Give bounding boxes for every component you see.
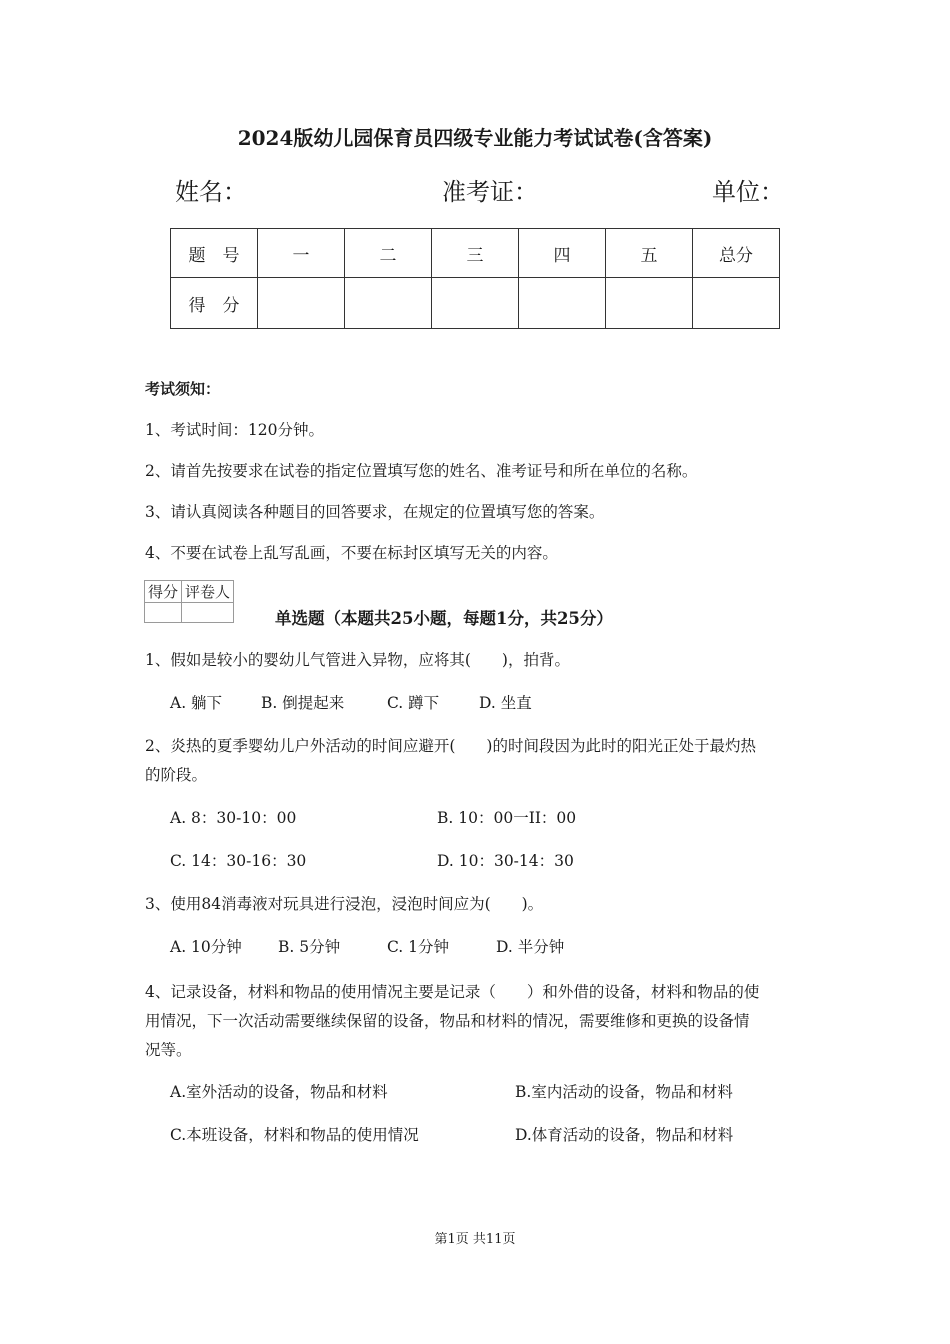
name-field-label: 姓名： xyxy=(175,178,247,206)
notice-heading: 考试须知： xyxy=(145,380,221,398)
q1-option-a: A. 躺下 xyxy=(170,694,223,712)
page-footer: 第1页 共11页 xyxy=(434,1232,516,1247)
notice-item: 3、请认真阅读各种题目的回答要求，在规定的位置填写您的答案。 xyxy=(145,503,605,521)
grader-box xyxy=(144,580,234,623)
q4-option-c: C.本班设备，材料和物品的使用情况 xyxy=(170,1126,419,1144)
score-cell xyxy=(432,278,519,329)
q3-option-a: A. 10分钟 xyxy=(170,938,242,956)
score-table-header-row xyxy=(171,229,780,278)
question-2-text: 2、炎热的夏季婴幼儿户外活动的时间应避开( )的时间段因为此时的阳光正处于最灼热 xyxy=(145,737,756,755)
notice-item: 2、请首先按要求在试卷的指定位置填写您的姓名、准考证号和所在单位的名称。 xyxy=(145,462,698,480)
q1-option-d: D. 坐直 xyxy=(479,694,532,712)
score-cell xyxy=(345,278,432,329)
q2-option-c: C. 14：30-16：30 xyxy=(170,852,307,870)
score-header-total: 总分 xyxy=(693,229,780,278)
document-title: 2024版幼儿园保育员四级专业能力考试试卷(含答案) xyxy=(237,126,713,150)
notice-item: 1、考试时间：120分钟。 xyxy=(145,421,324,439)
notice-item: 4、不要在试卷上乱写乱画，不要在标封区填写无关的内容。 xyxy=(145,544,558,562)
question-3-text: 3、使用84消毒液对玩具进行浸泡，浸泡时间应为( )。 xyxy=(145,895,544,913)
q2-option-b: B. 10：00一II：00 xyxy=(437,809,577,827)
q1-option-c: C. 蹲下 xyxy=(387,694,440,712)
score-cell xyxy=(258,278,345,329)
section-heading: 单选题（本题共25小题，每题1分，共25分） xyxy=(275,609,613,628)
score-header-2: 二 xyxy=(345,229,432,278)
q1-option-b: B. 倒提起来 xyxy=(261,694,345,712)
question-2-text-cont: 的阶段。 xyxy=(145,766,208,784)
score-cell xyxy=(519,278,606,329)
score-header-1: 一 xyxy=(258,229,345,278)
score-header-5: 五 xyxy=(606,229,693,278)
q3-option-d: D. 半分钟 xyxy=(496,938,565,956)
score-header-4: 四 xyxy=(519,229,606,278)
grader-name-label: 评卷人 xyxy=(182,581,234,603)
q3-option-c: C. 1分钟 xyxy=(387,938,450,956)
exam-id-field-label: 准考证： xyxy=(442,178,538,206)
grader-name-cell xyxy=(182,603,234,623)
score-cell xyxy=(693,278,780,329)
question-4-text: 4、记录设备，材料和物品的使用情况主要是记录（ ）和外借的设备，材料和物品的使 xyxy=(145,983,760,1001)
score-table xyxy=(170,228,780,329)
question-4-text-cont: 用情况，下一次活动需要继续保留的设备，物品和材料的情况，需要维修和更换的设备情 xyxy=(145,1012,750,1030)
score-header-label: 题 号 xyxy=(171,229,258,278)
question-4-text-cont2: 况等。 xyxy=(145,1041,192,1059)
score-header-3: 三 xyxy=(432,229,519,278)
grader-score-label: 得分 xyxy=(145,581,182,603)
unit-field-label: 单位： xyxy=(712,178,784,206)
grader-score-cell xyxy=(145,603,182,623)
score-cell xyxy=(606,278,693,329)
q2-option-d: D. 10：30-14：30 xyxy=(437,852,574,870)
q3-option-b: B. 5分钟 xyxy=(278,938,341,956)
q4-option-d: D.体育活动的设备，物品和材料 xyxy=(515,1126,734,1144)
question-1-text: 1、假如是较小的婴幼儿气管进入异物，应将其( )，拍背。 xyxy=(145,651,570,669)
q4-option-b: B.室内活动的设备，物品和材料 xyxy=(515,1083,733,1101)
score-row-label: 得 分 xyxy=(171,278,258,329)
score-table-score-row xyxy=(171,278,780,329)
q2-option-a: A. 8：30-10：00 xyxy=(170,809,297,827)
q4-option-a: A.室外活动的设备，物品和材料 xyxy=(170,1083,388,1101)
